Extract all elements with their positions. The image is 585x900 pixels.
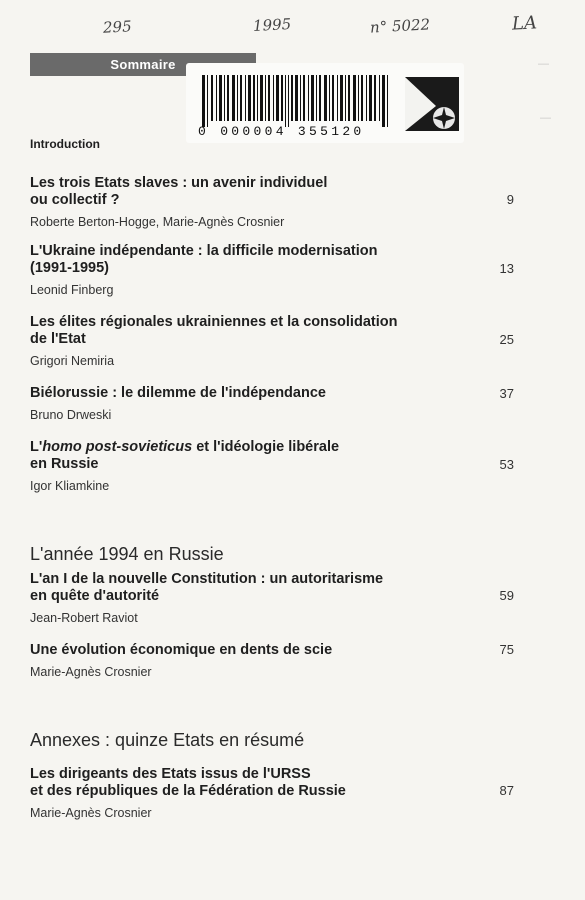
entry-title: L'homo post-sovieticus et l'idéologie libérale en Russie: [30, 439, 340, 472]
page-number: 9: [506, 192, 514, 207]
toc-entry[interactable]: [30, 175, 520, 229]
banner-label: Sommaire: [110, 57, 176, 72]
page-number: 25: [499, 332, 514, 347]
handwritten-note: LA: [511, 12, 538, 35]
page-number: 75: [499, 642, 514, 657]
toc-entry[interactable]: [30, 642, 520, 679]
entry-author: Igor Kliamkine: [30, 479, 110, 493]
entry-author: Roberte Berton-Hogge, Marie-Agnès Crosnier: [30, 215, 285, 229]
section-heading: L'année 1994 en Russie: [30, 544, 224, 564]
page-number: 37: [499, 386, 514, 401]
star-logo-icon: [404, 76, 460, 132]
bleed-through: —: [538, 58, 549, 70]
entry-title: Les trois Etats slaves : un avenir individuel ou collectif ?: [30, 175, 328, 208]
page-number: 13: [499, 261, 514, 276]
entry-title: Biélorussie : le dilemme de l'indépendance: [30, 385, 326, 401]
entry-title: Une évolution économique en dents de scie: [30, 642, 333, 658]
handwritten-note: n° 5022: [369, 15, 431, 37]
publisher-logo: [404, 76, 460, 132]
toc-entry[interactable]: [30, 243, 520, 297]
toc-entry[interactable]: [30, 439, 520, 493]
entry-author: Marie-Agnès Crosnier: [30, 665, 152, 679]
page-number: 59: [499, 588, 514, 603]
section-heading: Annexes : quinze Etats en résumé: [30, 730, 305, 750]
entry-author: Grigori Nemiria: [30, 354, 115, 368]
bleed-through: —: [540, 112, 551, 124]
page-number: 87: [499, 783, 514, 798]
handwritten-note: 295: [102, 17, 133, 37]
entry-title: Les élites régionales ukrainiennes et la consolidation de l'Etat: [30, 314, 398, 347]
entry-title: Les dirigeants des Etats issus de l'URSS et des républiques de la Fédération de Russie: [30, 766, 346, 799]
handwritten-note: 1995: [252, 15, 292, 35]
entry-author: Leonid Finberg: [30, 283, 114, 297]
entry-author: Bruno Drweski: [30, 408, 112, 422]
entry-title: L'an I de la nouvelle Constitution : un autoritarisme en quête d'autorité: [30, 571, 384, 604]
entry-title: L'Ukraine indépendante : la difficile modernisation (1991-1995): [30, 243, 378, 276]
entry-author: Marie-Agnès Crosnier: [30, 806, 152, 820]
barcode-number: 0 000004 355120: [198, 124, 365, 139]
toc-entry[interactable]: [30, 314, 520, 368]
toc-entry[interactable]: [30, 766, 520, 820]
page-number: 53: [499, 457, 514, 472]
entry-author: Jean-Robert Raviot: [30, 611, 138, 625]
section-label: Introduction: [30, 137, 100, 151]
toc-entry[interactable]: [30, 571, 520, 625]
toc-entry[interactable]: [30, 385, 520, 422]
